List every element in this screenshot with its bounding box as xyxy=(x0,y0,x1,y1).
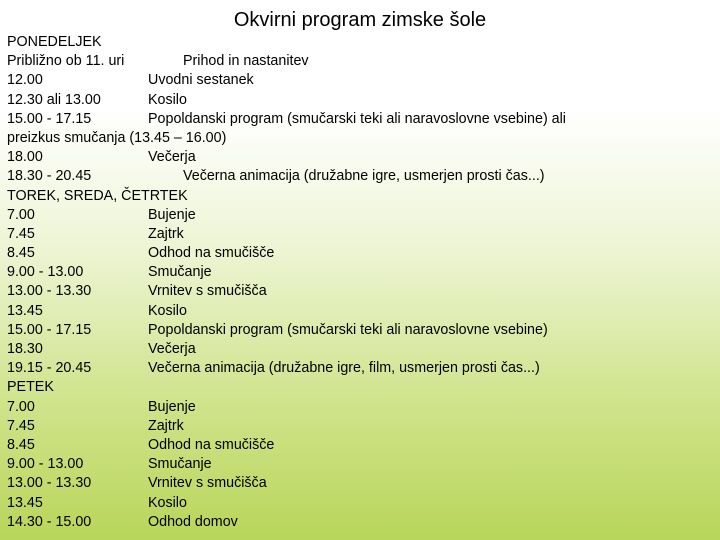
schedule-activity: Vrnitev s smučišča xyxy=(148,475,267,492)
schedule-time: 8.45 xyxy=(7,436,35,453)
schedule-time: 14.30 - 15.00 xyxy=(7,513,92,530)
schedule-row xyxy=(7,359,713,378)
schedule-activity: Kosilo xyxy=(148,302,187,319)
schedule-time: 18.30 xyxy=(7,341,43,357)
schedule-time: 8.45 xyxy=(7,245,35,262)
schedule-activity: Bujenje xyxy=(148,206,196,223)
schedule-time: 15.00 - 17.15 xyxy=(7,110,92,127)
schedule-row xyxy=(7,206,713,225)
schedule-row xyxy=(7,340,713,359)
day-heading-label: TOREK, SREDA, ČETRTEK xyxy=(7,187,188,204)
schedule-time: 15.00 - 17.15 xyxy=(7,321,92,338)
schedule-activity: Odhod na smučišče xyxy=(148,436,275,453)
schedule-activity: Kosilo xyxy=(148,494,187,511)
schedule-activity: Uvodni sestanek xyxy=(148,72,254,89)
schedule-row-continuation xyxy=(7,129,713,148)
schedule-time: 18.00 xyxy=(7,149,43,166)
schedule-row xyxy=(7,71,713,90)
schedule-activity: Zajtrk xyxy=(148,225,184,242)
schedule-row xyxy=(7,225,713,244)
day-heading-label: PETEK xyxy=(7,379,54,396)
schedule-activity: Vrnitev s smučišča xyxy=(148,283,267,300)
schedule-time: 12.30 ali 13.00 xyxy=(7,91,101,108)
schedule-row xyxy=(7,282,713,301)
schedule-time: 13.00 - 13.30 xyxy=(7,475,92,492)
schedule-activity: Bujenje xyxy=(148,398,196,415)
schedule-time: 13.45 xyxy=(7,302,43,319)
schedule-activity: Popoldanski program (smučarski teki ali naravoslovne vsebine) ali xyxy=(148,110,566,127)
schedule-activity: Zajtrk xyxy=(148,417,184,434)
schedule-row xyxy=(7,148,713,167)
schedule-time: 7.00 xyxy=(7,398,35,415)
schedule-activity: Smučanje xyxy=(148,456,212,473)
schedule-row xyxy=(7,91,713,110)
schedule-activity: Odhod na smučišče xyxy=(148,245,275,262)
schedule-row xyxy=(7,52,713,71)
page-title: Okvirni program zimske šole xyxy=(233,9,487,31)
schedule-activity: Večerja xyxy=(148,149,196,166)
day-heading-midweek xyxy=(7,187,713,206)
schedule-activity: Večerna animacija (družabne igre, usmerjen prosti čas...) xyxy=(183,168,545,185)
schedule-time: 19.15 - 20.45 xyxy=(7,360,92,377)
schedule-row xyxy=(7,302,713,321)
schedule xyxy=(7,33,713,532)
schedule-time: 7.45 xyxy=(7,417,35,434)
schedule-row xyxy=(7,494,713,513)
schedule-row xyxy=(7,244,713,263)
schedule-time: 13.00 - 13.30 xyxy=(7,283,92,300)
schedule-activity: Prihod in nastanitev xyxy=(183,53,309,70)
schedule-time: 18.30 - 20.45 xyxy=(7,168,92,185)
day-heading-monday xyxy=(7,33,713,52)
schedule-row xyxy=(7,455,713,474)
schedule-activity: Večerna animacija (družabne igre, film, usmerjen prosti čas...) xyxy=(148,360,540,377)
schedule-row xyxy=(7,321,713,340)
schedule-row xyxy=(7,263,713,282)
schedule-row xyxy=(7,474,713,493)
schedule-row xyxy=(7,513,713,532)
schedule-activity: Večerja xyxy=(148,341,196,357)
schedule-time: 9.00 - 13.00 xyxy=(7,264,84,281)
schedule-continuation: preizkus smučanja (13.45 – 16.00) xyxy=(7,129,227,146)
schedule-activity: Smučanje xyxy=(148,264,212,281)
schedule-row xyxy=(7,167,713,186)
schedule-activity: Popoldanski program (smučarski teki ali naravoslovne vsebine) xyxy=(148,321,548,338)
schedule-time: Približno ob 11. uri xyxy=(7,53,125,70)
day-heading-friday xyxy=(7,378,713,397)
schedule-row xyxy=(7,436,713,455)
schedule-time: 7.45 xyxy=(7,225,35,242)
schedule-row xyxy=(7,398,713,417)
schedule-time: 12.00 xyxy=(7,72,43,89)
schedule-activity: Kosilo xyxy=(148,91,187,108)
schedule-activity: Odhod domov xyxy=(148,513,238,530)
schedule-time: 13.45 xyxy=(7,494,43,511)
schedule-row xyxy=(7,417,713,436)
schedule-row xyxy=(7,110,713,129)
day-heading-label: PONEDELJEK xyxy=(7,34,102,50)
schedule-time: 9.00 - 13.00 xyxy=(7,456,84,473)
schedule-time: 7.00 xyxy=(7,206,35,223)
